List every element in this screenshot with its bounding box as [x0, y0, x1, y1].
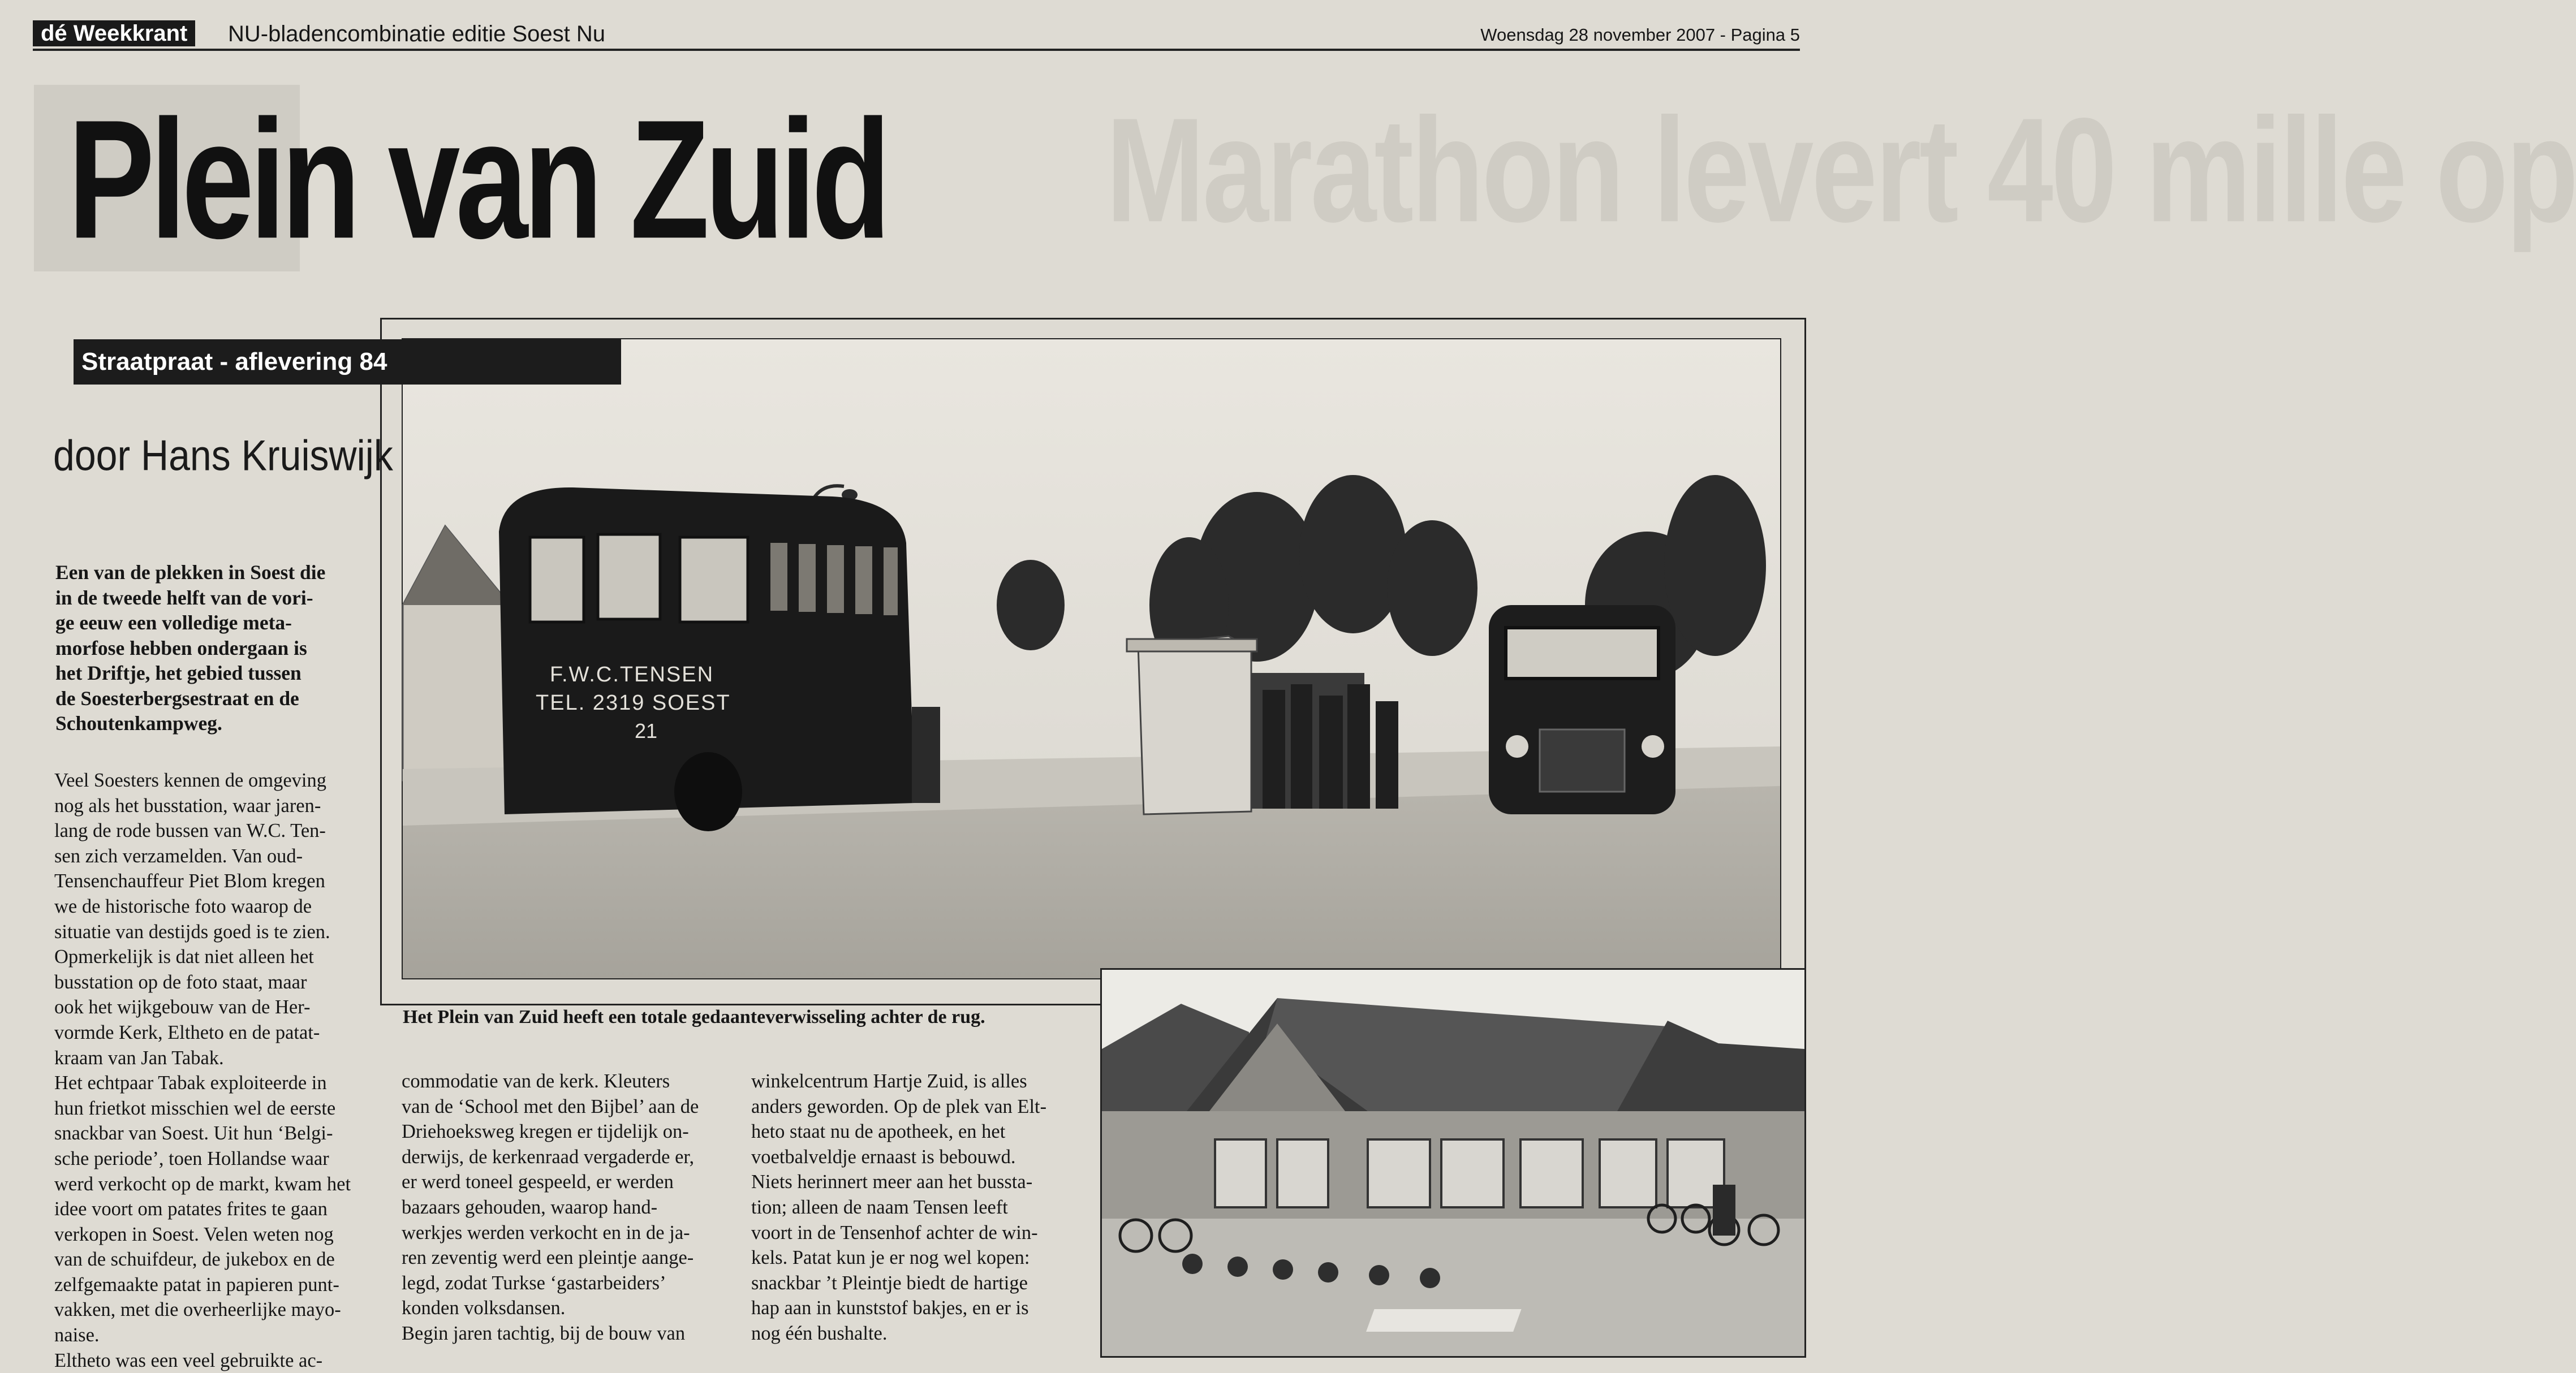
article-headline: Plein van Zuid	[68, 84, 887, 274]
intro-line: morfose hebben ondergaan is	[55, 636, 307, 659]
text-line: legd, zodat Turkse ‘gastarbeiders’	[402, 1272, 666, 1294]
modern-shopping-centre-photo	[1100, 968, 1806, 1358]
text-line: Driehoeksweg kregen er tijdelijk on-	[402, 1121, 689, 1143]
text-line: konden volksdansen.	[402, 1297, 566, 1319]
text-line: er werd toneel gespeeld, er werden	[402, 1171, 674, 1193]
intro-line: het Driftje, het gebied tussen	[55, 662, 301, 684]
text-line: zelfgemaakte patat in papieren punt-	[54, 1273, 339, 1296]
text-line: van de ‘School met den Bijbel’ aan de	[402, 1095, 699, 1117]
article-intro	[55, 560, 361, 736]
text-line: voetbalveldje ernaast is bebouwd.	[751, 1146, 1016, 1168]
text-line: werkjes werden verkocht en in de ja-	[402, 1221, 690, 1244]
right-bus	[1489, 605, 1675, 814]
text-line: Begin jaren tachtig, bij de bouw van	[402, 1322, 686, 1344]
dateline: Woensdag 28 november 2007 - Pagina 5	[1480, 25, 1800, 45]
text-line: ren zeventig werd een pleintje aange-	[402, 1247, 694, 1269]
text-line: hap aan in kunststof bakjes, en er is	[751, 1297, 1029, 1319]
edition-label: NU-bladencombinatie editie Soest Nu	[228, 21, 606, 46]
text-line: busstation op de foto staat, maar	[54, 971, 307, 993]
newspaper-brand: dé Weekkrant	[33, 20, 195, 46]
text-line: we de historische foto waarop de	[54, 895, 312, 917]
text-line: werd verkocht op de markt, kwam het	[54, 1173, 351, 1195]
main-bus	[499, 487, 915, 831]
text-line: van de schuifdeur, de jukebox en de	[54, 1249, 335, 1271]
intro-line: Schoutenkampweg.	[55, 712, 222, 735]
shopping-centre-illustration	[1102, 970, 1804, 1356]
intro-line: Een van de plekken in Soest die	[55, 561, 326, 584]
text-line: anders geworden. Op de plek van Elt-	[751, 1095, 1047, 1117]
text-line: kels. Patat kun je er nog wel kopen:	[751, 1247, 1030, 1269]
article-column-1	[54, 768, 380, 1373]
bus-sign-line1: F.W.C.TENSEN	[550, 663, 714, 686]
text-line: vakken, met die overheerlijke mayo-	[54, 1299, 341, 1321]
text-line: hun frietkot misschien wel de eerste	[54, 1097, 336, 1119]
text-line: ook het wijkgebouw van de Her-	[54, 996, 311, 1018]
bus-station-illustration	[403, 339, 1780, 978]
text-line: verkopen in Soest. Velen weten nog	[54, 1223, 334, 1245]
text-line: snackbar van Soest. Uit hun ‘Belgi-	[54, 1122, 333, 1145]
text-line: heto staat nu de apotheek, en het	[751, 1121, 1006, 1143]
text-line: vormde Kerk, Eltheto en de patat-	[54, 1021, 320, 1043]
article-column-2	[402, 1069, 730, 1346]
text-line: lang de rode bussen van W.C. Ten-	[54, 820, 326, 842]
intro-line: de Soesterbergsestraat en de	[55, 686, 299, 710]
waiting-passengers	[1263, 684, 1398, 809]
text-line: Het echtpaar Tabak exploiteerde in	[54, 1072, 327, 1094]
text-line: naise.	[54, 1324, 100, 1346]
text-line: kraam van Jan Tabak.	[54, 1047, 224, 1069]
text-line: situatie van destijds goed is te zien.	[54, 921, 330, 943]
text-line: commodatie van de kerk. Kleuters	[402, 1070, 670, 1092]
text-line: voort in de Tensenhof achter de win-	[751, 1221, 1038, 1244]
bus-sign-line2: TEL. 2319 SOEST	[536, 691, 731, 715]
text-line: winkelcentrum Hartje Zuid, is alles	[751, 1070, 1027, 1092]
text-line: tion; alleen de naam Tensen leeft	[751, 1196, 1008, 1218]
text-line: snackbar ’t Pleintje biedt de hartige	[751, 1272, 1028, 1294]
intro-line: in de tweede helft van de vori-	[55, 586, 313, 609]
bus-number: 21	[635, 719, 658, 742]
bleed-through-headline: Marathon levert 40 mille op	[1106, 87, 2576, 253]
article-column-3	[751, 1069, 1078, 1346]
section-label: Straatpraat - aflevering 84	[74, 339, 621, 385]
text-line: Eltheto was een veel gebruikte ac-	[54, 1349, 323, 1371]
text-line: Tensenchauffeur Piet Blom kregen	[54, 870, 325, 892]
text-line: sche periode’, toen Hollandse waar	[54, 1147, 329, 1169]
text-line: derwijs, de kerkenraad vergaderde er,	[402, 1146, 695, 1168]
shop-windows	[1215, 1139, 1724, 1207]
text-line: nog één bushalte.	[751, 1322, 888, 1344]
masthead	[33, 20, 1800, 51]
text-line: Opmerkelijk is dat niet alleen het	[54, 946, 314, 968]
text-line: nog als het busstation, waar jaren-	[54, 795, 321, 817]
text-line: sen zich verzamelden. Van oud-	[54, 845, 303, 867]
photo-caption: Het Plein van Zuid heeft een totale gedaanteverwisseling achter de rug.	[403, 1007, 985, 1027]
intro-line: ge eeuw een volledige meta-	[55, 611, 292, 634]
historic-bus-photo	[402, 338, 1781, 979]
text-line: bazaars gehouden, waarop hand-	[402, 1196, 658, 1218]
text-line: Niets herinnert meer aan het bussta-	[751, 1171, 1033, 1193]
bus-driver-figure	[912, 707, 940, 803]
byline: door Hans Kruiswijk	[53, 431, 393, 480]
cyclist-figure	[1713, 1185, 1735, 1236]
text-line: Veel Soesters kennen de omgeving	[54, 770, 326, 791]
text-line: idee voort om patates frites te gaan	[54, 1198, 328, 1220]
